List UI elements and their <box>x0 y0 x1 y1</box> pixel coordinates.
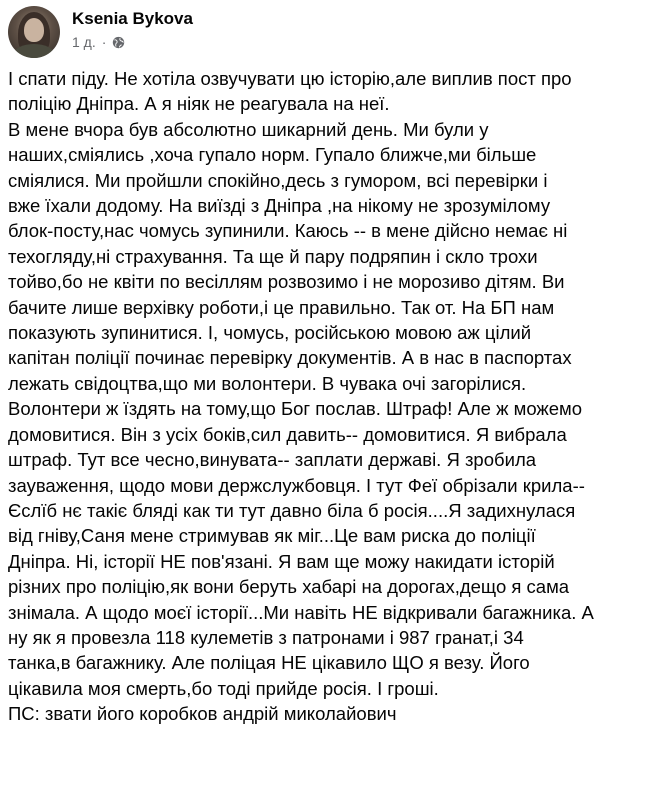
post-line: домовитися. Він з усіх боків,сил давить-- домовитися. Я вибрала <box>8 423 567 445</box>
post-line: Волонтери ж їздять на тому,що Бог послав. Штраф! Але ж можемо <box>8 398 583 420</box>
post-line: поліцію Дніпра. А я ніяк не реагувала на неї. <box>8 93 390 115</box>
post-meta <box>72 8 193 52</box>
post-header <box>8 6 193 62</box>
post-line: показують зупинитися. І, чомусь, російською мовою аж цілий <box>8 322 532 344</box>
post-line: техогляду,ні страхування. Та ще й пару подряпин і скло трохи <box>8 245 538 267</box>
post-line: тойво,бо не квіти по весіллям розвозимо і не морозиво дітям. Ви <box>8 271 565 293</box>
post-line: сміялися. Ми пройшли спокійно,десь з гумором, всі перевірки і <box>8 169 548 191</box>
post-line: танка,в багажнику. Але поліцая НЕ цікавило ЩО я везу. Його <box>8 652 530 674</box>
globe-icon[interactable] <box>112 36 125 49</box>
post-line: бачите лише верхівку роботи,і це правильно. Так от. На БП нам <box>8 296 555 318</box>
author-name[interactable]: Ksenia Bykova <box>72 9 193 28</box>
post-line: лежать свідоцтва,що ми волонтери. В чувака очі загорілися. <box>8 372 527 394</box>
post-line: І спати піду. Не хотіла озвучувати цю історію,але виплив пост про <box>8 68 572 89</box>
post-line: від гніву,Саня мене стримував як міг...Це вам риска до поліції <box>8 525 536 547</box>
post-line: капітан поліції починає перевірку документів. А в нас в паспортах <box>8 347 572 369</box>
post-line: штраф. Тут все чесно,винувата-- заплати державі. Я зробила <box>8 449 537 471</box>
post-line: різних про поліцію,як вони беруть хабарі на дорогах,дещо я сама <box>8 576 570 598</box>
post-line: ПС: звати його коробков андрій миколайович <box>8 703 397 725</box>
post-line: вже їхали додому. На виїзді з Дніпра ,на нікому не зрозумілому <box>8 195 551 217</box>
post-subline <box>72 32 193 52</box>
separator-dot: · <box>101 34 107 50</box>
post-body <box>8 66 658 727</box>
post-line: цікавила моя смерть,бо тоді прийде росія. І гроші. <box>8 677 439 699</box>
post-line: блок-посту,нас чомусь зупинили. Каюсь -- в мене дійсно немає ні <box>8 220 568 242</box>
post-line: Дніпра. Ні, історії НЕ пов'язані. Я вам ще можу накидати історій <box>8 550 555 572</box>
post-line: ну як я провезла 118 кулеметів з патронами і 987 гранат,і 34 <box>8 626 524 648</box>
post-line: наших,сміялись ,хоча гупало норм. Гупало ближче,ми більше <box>8 144 537 166</box>
post-line: зауваження, щодо мови держслужбовця. І тут Феї обрізали крила-- <box>8 474 585 496</box>
post-line: В мене вчора був абсолютно шикарний день. Ми були у <box>8 118 489 140</box>
post-line: Єслїб нє такіє бляді как ти тут давно біла б росія....Я задихнулася <box>8 499 576 521</box>
post-timestamp[interactable]: 1 д. <box>72 34 96 50</box>
author-avatar[interactable] <box>8 6 60 58</box>
post-line: знімала. А щодо моєї історії...Ми навіть НЕ відкривали багажника. А <box>8 601 594 623</box>
